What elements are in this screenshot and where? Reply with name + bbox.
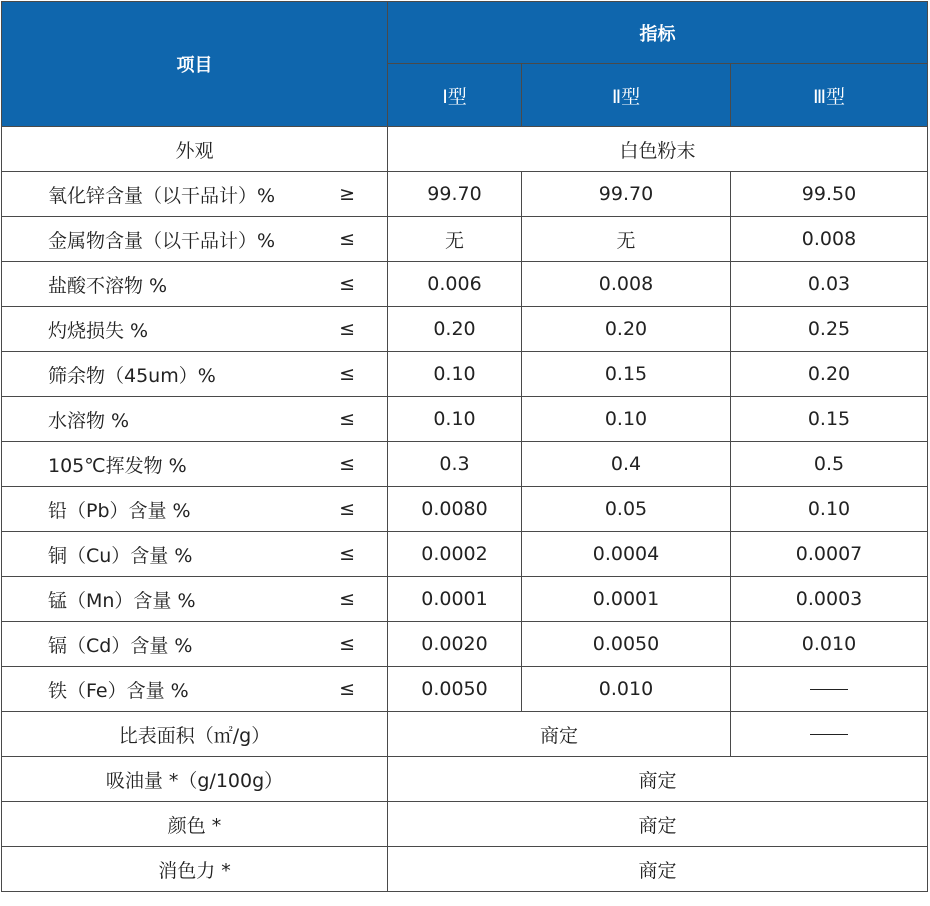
row-name: 金属物含量（以干品计）% [2, 217, 308, 262]
table-row [2, 307, 928, 352]
type-3-value: 0.5 [731, 442, 928, 487]
item-header: 项目 [2, 2, 388, 127]
type-1-value: 99.70 [388, 172, 522, 217]
table-row [2, 847, 928, 892]
row-symbol: ≥ [308, 172, 388, 217]
row-symbol: ≤ [308, 622, 388, 667]
type-2-value: 99.70 [522, 172, 731, 217]
type-3-value: 99.50 [731, 172, 928, 217]
type-1-value: 0.0080 [388, 487, 522, 532]
row-symbol: ≤ [308, 487, 388, 532]
type-3-value [731, 712, 928, 757]
table-row [2, 532, 928, 577]
type-3-value: 0.0007 [731, 532, 928, 577]
type-1-header: Ⅰ型 [388, 64, 522, 127]
type-2-value: 0.0004 [522, 532, 731, 577]
row-name: 铅（Pb）含量 % [2, 487, 308, 532]
row-symbol: ≤ [308, 397, 388, 442]
table-row [2, 487, 928, 532]
type-2-value: 0.4 [522, 442, 731, 487]
table-row [2, 622, 928, 667]
type-2-value: 0.008 [522, 262, 731, 307]
type-1-value: 0.20 [388, 307, 522, 352]
row-name: 筛余物（45um）% [2, 352, 308, 397]
table-row [2, 397, 928, 442]
row-symbol: ≤ [308, 577, 388, 622]
index-header: 指标 [388, 2, 928, 64]
type-1-value: 0.10 [388, 352, 522, 397]
color-name: 颜色 * [2, 802, 388, 847]
row-symbol: ≤ [308, 442, 388, 487]
row-name: 氧化锌含量（以干品计）% [2, 172, 308, 217]
appearance-value: 白色粉末 [388, 127, 928, 172]
row-name: 铁（Fe）含量 % [2, 667, 308, 712]
type-1-value: 0.3 [388, 442, 522, 487]
specific-surface-name: 比表面积（㎡/g） [2, 712, 388, 757]
row-name: 灼烧损失 % [2, 307, 308, 352]
row-name: 镉（Cd）含量 % [2, 622, 308, 667]
type-2-value: 0.20 [522, 307, 731, 352]
type-3-value: 0.03 [731, 262, 928, 307]
dash-mark [810, 689, 848, 690]
row-name: 锰（Mn）含量 % [2, 577, 308, 622]
row-symbol: ≤ [308, 217, 388, 262]
type-1-value: 0.0050 [388, 667, 522, 712]
table-row [2, 127, 928, 172]
specific-surface-value: 商定 [388, 712, 731, 757]
table-row [2, 802, 928, 847]
type-1-value: 0.0001 [388, 577, 522, 622]
type-2-value: 0.0001 [522, 577, 731, 622]
type-2-value: 0.10 [522, 397, 731, 442]
type-1-value: 0.0020 [388, 622, 522, 667]
table-row [2, 712, 928, 757]
type-2-value: 无 [522, 217, 731, 262]
type-1-value: 0.006 [388, 262, 522, 307]
row-symbol: ≤ [308, 532, 388, 577]
type-3-value: 0.0003 [731, 577, 928, 622]
row-symbol: ≤ [308, 352, 388, 397]
type-1-value: 0.0002 [388, 532, 522, 577]
row-symbol: ≤ [308, 262, 388, 307]
color-value: 商定 [388, 802, 928, 847]
zinc-oxide-spec-table [1, 1, 928, 892]
type-3-header: Ⅲ型 [731, 64, 928, 127]
row-name: 105℃挥发物 % [2, 442, 308, 487]
dash-mark [810, 734, 848, 735]
type-2-value: 0.0050 [522, 622, 731, 667]
type-3-value: 0.010 [731, 622, 928, 667]
row-name: 铜（Cu）含量 % [2, 532, 308, 577]
type-1-value: 0.10 [388, 397, 522, 442]
tinting-strength-name: 消色力 * [2, 847, 388, 892]
table-row [2, 172, 928, 217]
row-name: 水溶物 % [2, 397, 308, 442]
type-3-value: 0.008 [731, 217, 928, 262]
row-name: 盐酸不溶物 % [2, 262, 308, 307]
table-row [2, 442, 928, 487]
table-row [2, 577, 928, 622]
type-1-value: 无 [388, 217, 522, 262]
type-3-value: 0.25 [731, 307, 928, 352]
oil-absorption-value: 商定 [388, 757, 928, 802]
type-2-value: 0.15 [522, 352, 731, 397]
type-3-value [731, 667, 928, 712]
table-row [2, 262, 928, 307]
type-2-header: Ⅱ型 [522, 64, 731, 127]
type-3-value: 0.20 [731, 352, 928, 397]
table-row [2, 757, 928, 802]
type-3-value: 0.10 [731, 487, 928, 532]
row-symbol: ≤ [308, 307, 388, 352]
table-row [2, 667, 928, 712]
oil-absorption-name: 吸油量 *（g/100g） [2, 757, 388, 802]
type-3-value: 0.15 [731, 397, 928, 442]
table-row [2, 217, 928, 262]
type-2-value: 0.010 [522, 667, 731, 712]
appearance-name: 外观 [2, 127, 388, 172]
row-symbol: ≤ [308, 667, 388, 712]
type-2-value: 0.05 [522, 487, 731, 532]
table-row [2, 352, 928, 397]
tinting-strength-value: 商定 [388, 847, 928, 892]
